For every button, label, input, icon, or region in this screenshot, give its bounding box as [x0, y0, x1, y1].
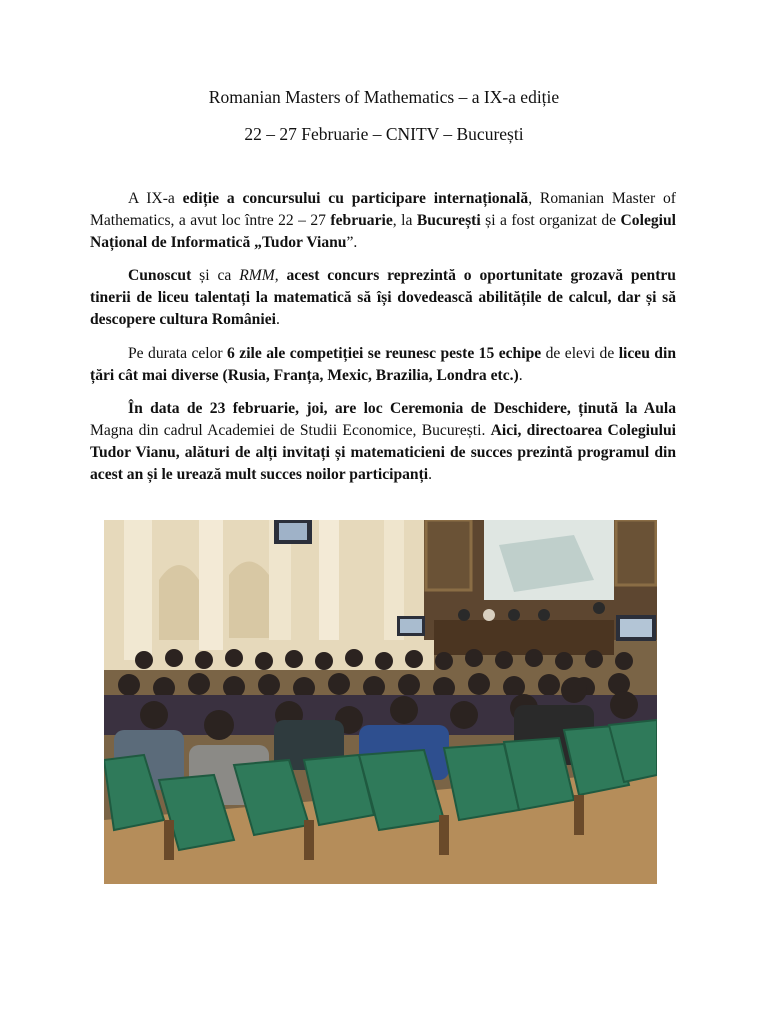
paragraph-3 — [90, 343, 676, 387]
p3-text-e: . — [518, 366, 523, 384]
painting — [616, 520, 656, 585]
p2-italic-c: RMM — [239, 267, 275, 285]
painting — [426, 520, 471, 590]
document-subtitle: 22 – 27 Februarie – CNITV – București — [244, 124, 524, 144]
p3-bold-b: 6 zile ale competiției se reunesc peste 15 echipe — [227, 344, 542, 362]
p4-bold-a: În data de 23 februarie, joi, are loc Ceremonia de Deschidere, ținută la Aula — [128, 400, 676, 418]
auditorium-photo — [104, 520, 657, 884]
column — [199, 520, 223, 650]
p3-text-c: de elevi de — [541, 344, 619, 362]
p1-bold-d: februarie — [330, 211, 393, 229]
paragraph-2 — [90, 265, 676, 330]
p1-text-a: A IX-a — [128, 190, 183, 207]
paragraph-4 — [90, 398, 676, 485]
p3-bold-d: liceu din țări cât mai diverse (Rusia, Franța, Mexic, Brazilia, Londra etc.) — [90, 344, 676, 384]
p1-text-c: , Romanian Master of Mathematics, a avut loc între 22 – 27 — [90, 190, 676, 229]
auditorium-illustration — [104, 520, 657, 884]
p2-bold-e: acest concurs reprezintă o oportunitate grozavă pentru tinerii de liceu talentați la matematică să își dovedească abilitățile de calcul, dar și să descopere cultura României — [90, 267, 676, 328]
p2-bold-a: Cunoscut — [128, 267, 192, 285]
p1-bold-b: ediție a concursului cu participare internațională — [182, 190, 529, 207]
p2-text-f: . — [275, 310, 280, 328]
p2-text-b: și ca — [191, 267, 240, 285]
article-body — [90, 188, 676, 498]
p1-text-g: și a fost organizat de — [480, 211, 621, 229]
p1-text-i: ”. — [346, 233, 358, 251]
p1-text-e: , la — [392, 211, 417, 229]
document-title: Romanian Masters of Mathematics – a IX-a ediție — [208, 87, 560, 107]
p3-text-a: Pe durata celor — [128, 344, 228, 362]
column — [319, 520, 339, 640]
p1-bold-h: Colegiul Național de Informatică „Tudor Vianu — [90, 211, 676, 251]
column — [124, 520, 152, 660]
p4-text-f: . — [428, 465, 433, 483]
paragraph-1 — [90, 188, 676, 253]
p4-text-c: Magna din cadrul Academiei de Studii Economice, București — [90, 422, 482, 440]
stage-table — [434, 620, 614, 655]
p2-text-d: , — [274, 267, 287, 285]
p4-text-d: . — [481, 422, 491, 440]
p1-bold-f: București — [416, 211, 481, 229]
p4-bold-e: Aici, directoarea Colegiului Tudor Vianu, alături de alți invitați și matematicieni de succes prezintă programul din acest an și le urează mult succes noilor participanți — [90, 422, 677, 483]
